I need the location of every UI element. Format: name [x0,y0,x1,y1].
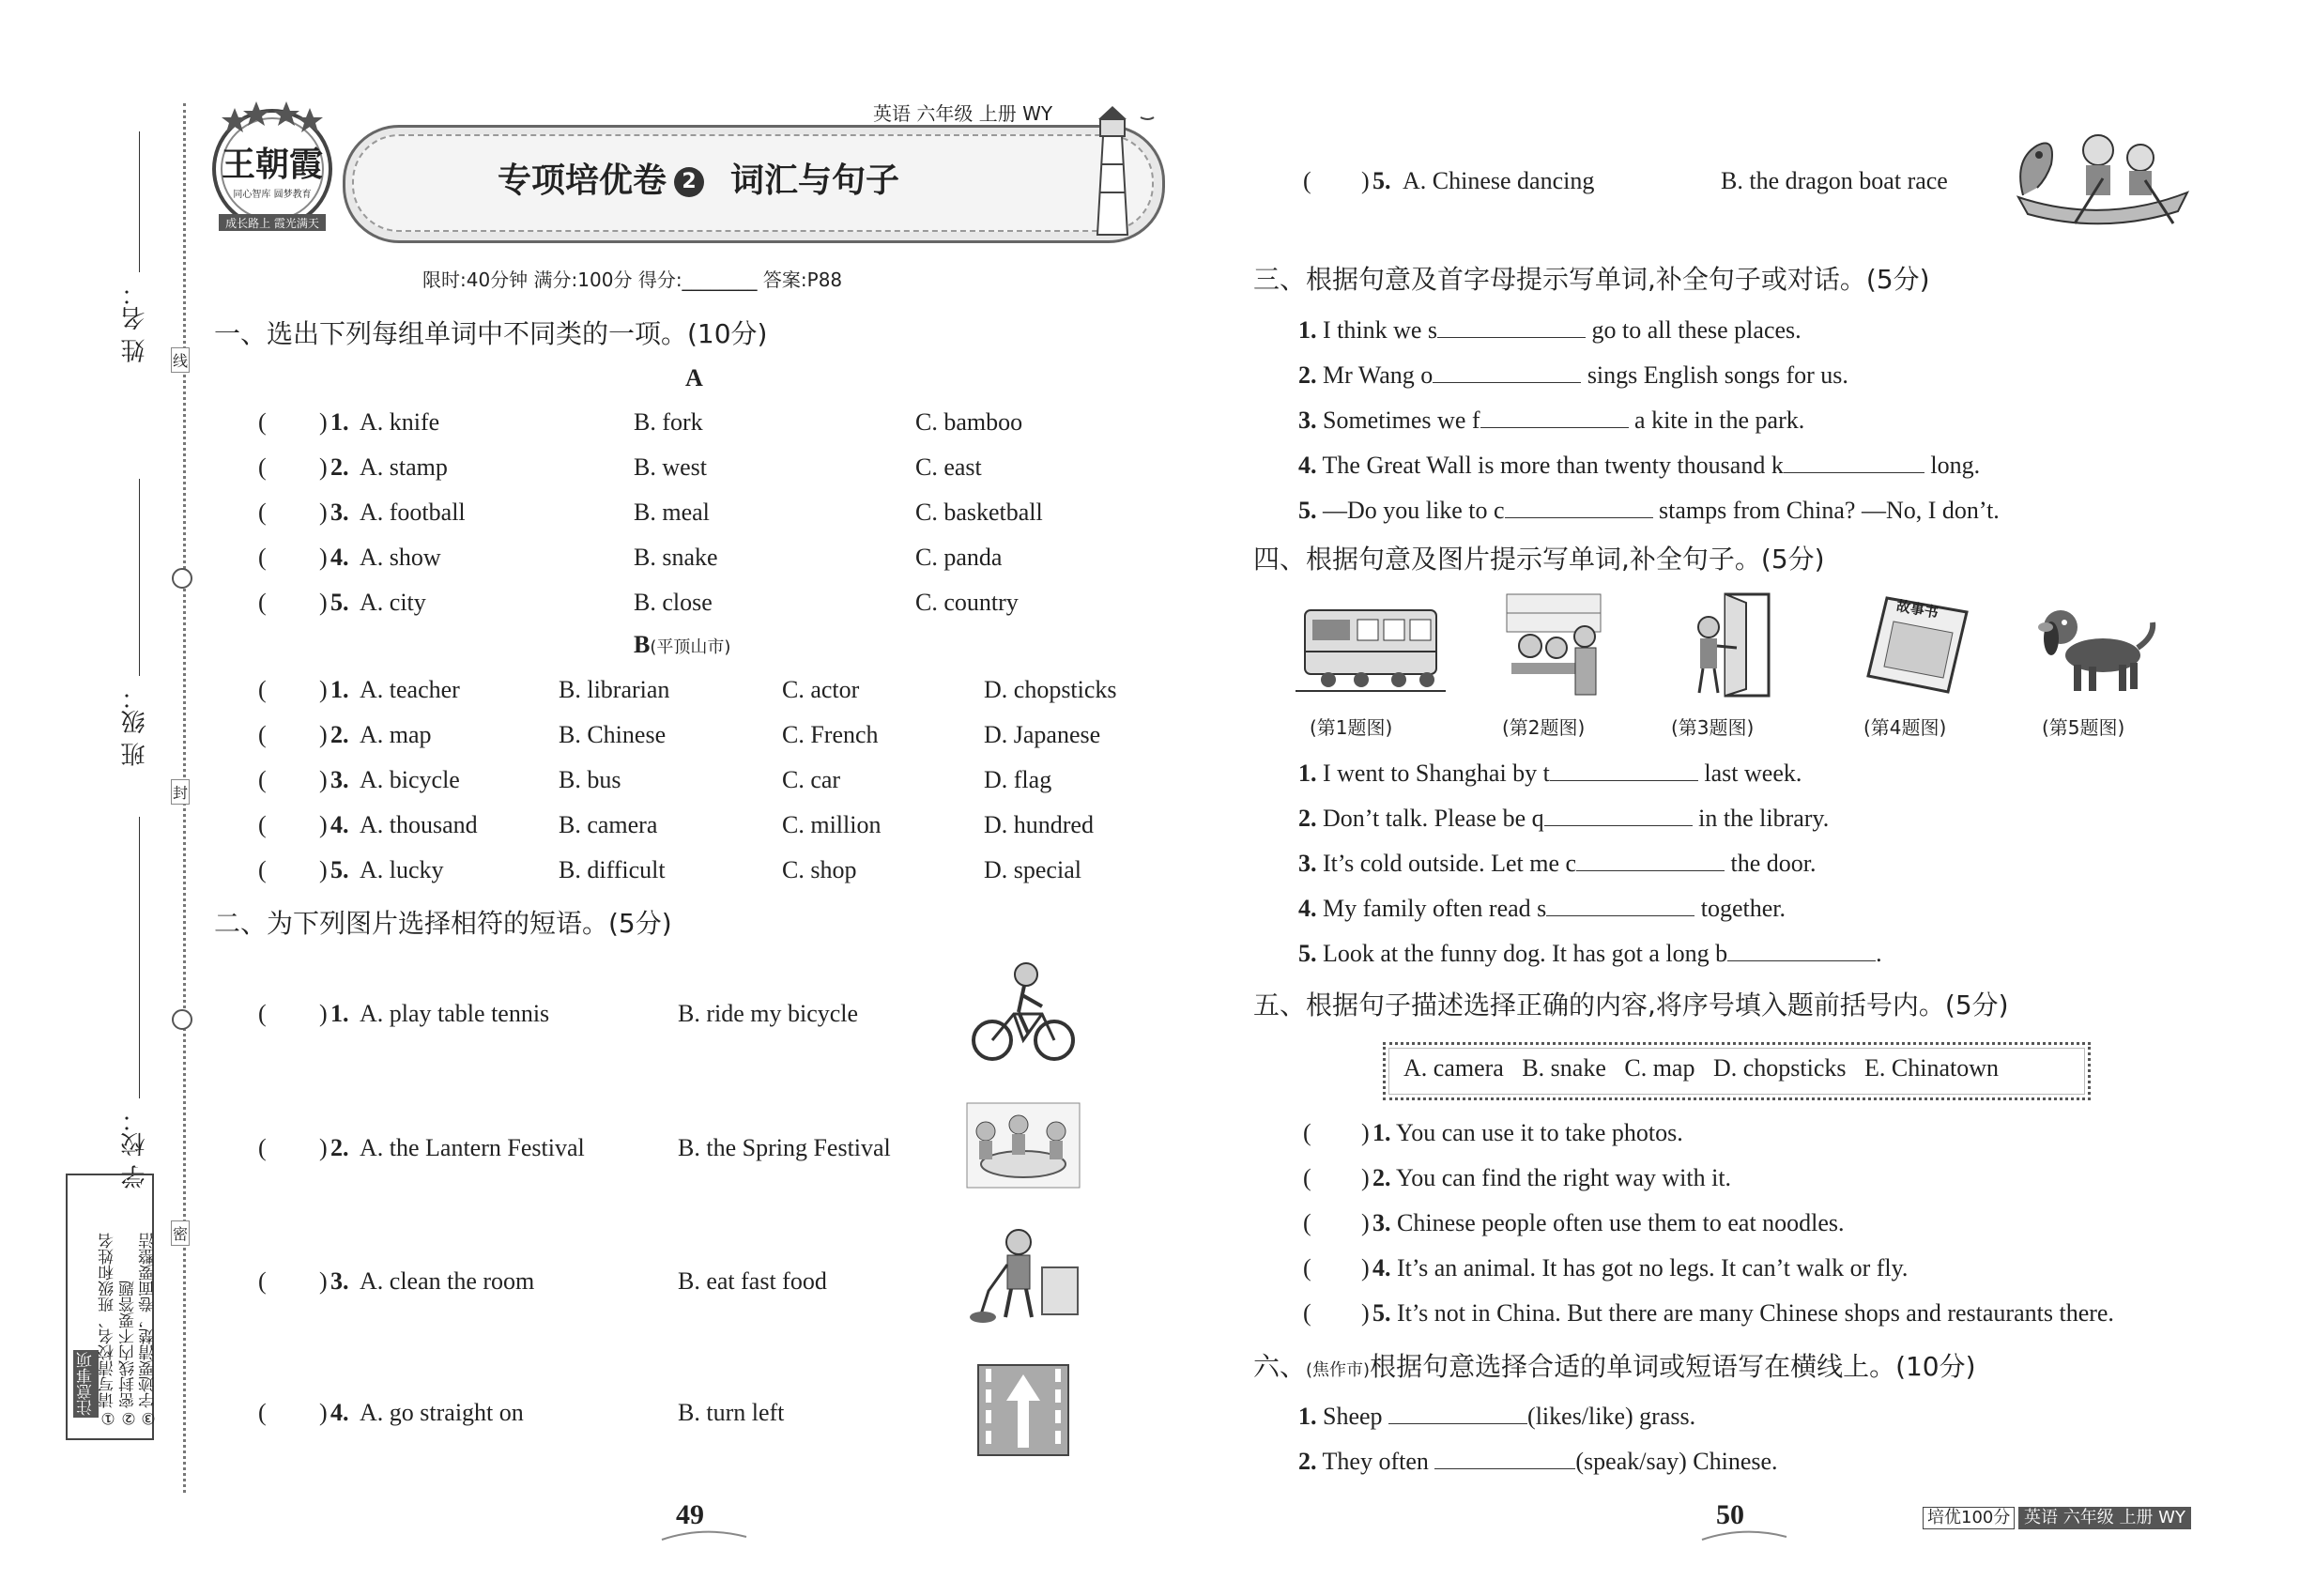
page-swoosh-left-icon [657,1526,751,1544]
sentence-pre: The Great Wall is more than twenty thousand k [1322,452,1784,479]
course-label: 英语 六年级 上册 WY [873,102,1053,125]
answer-paren-close: ) [319,856,328,883]
option-b: B. librarian [559,676,670,703]
answer-blank[interactable] [1576,846,1725,871]
brand-name: 王朝霞 [221,145,323,184]
sentence-post: . [1876,940,1882,967]
item-number: 1. [1372,1119,1391,1146]
answer-paren-close: ) [319,721,328,748]
option-b: B. eat fast food [678,1267,827,1295]
item-number: 4. [330,544,349,571]
answer-paren-close: ) [319,1399,328,1426]
option-c: C. panda [915,544,1003,571]
answer-paren[interactable]: ( [258,766,267,793]
picture-caption-2: (第2题图) [1502,716,1586,739]
item-line [1372,1209,1845,1237]
sentence-pre: It’s cold outside. Let me c [1323,850,1577,877]
lighthouse-icon [1075,99,1159,239]
item-number: 2. [330,721,349,748]
page-number-right: 50 [1716,1499,1744,1530]
item-number: 5. [1298,940,1317,967]
answer-paren[interactable]: ( [1303,1209,1311,1236]
answer-paren-close: ) [1361,1254,1370,1281]
sentence-post: a kite in the park. [1634,407,1805,434]
item-number: 2. [1372,1164,1391,1191]
section6-number: 六、 [1253,1351,1307,1382]
sentence-post: go to all these places. [1591,316,1802,344]
answer-blank[interactable] [1433,358,1581,383]
option-b: B. camera [559,811,658,838]
answer-paren[interactable]: ( [1303,1254,1311,1281]
option-d: D. Japanese [984,721,1101,748]
item-number: 5. [1372,1299,1391,1327]
option-c: C. bamboo [915,408,1023,436]
option-d: D. flag [984,766,1052,793]
answer-paren[interactable]: ( [1303,167,1311,194]
sentence-post: (likes/like) grass. [1527,1403,1696,1430]
list-item [1298,313,1802,345]
item-number: 1. [1298,760,1317,787]
answer-paren[interactable]: ( [258,589,267,616]
option-a: A. map [360,721,432,748]
answer-paren-close: ) [319,1000,328,1027]
group-b-label [634,631,730,662]
item-line [1372,1299,2114,1327]
sentence-pre: I went to Shanghai by t [1323,760,1550,787]
answer-paren[interactable]: ( [258,856,267,883]
answer-paren-close: ) [1361,167,1370,194]
list-item [1298,936,1882,968]
answer-blank[interactable] [1437,313,1586,338]
answer-paren-close: ) [319,589,328,616]
option-b: B. snake [634,544,718,571]
option-b: B. turn left [678,1399,785,1426]
options-text: A. camera B. snake C. map D. chopsticks E. Chinatown [1403,1054,1999,1082]
sentence-pre: My family often read s [1323,895,1547,922]
item-line [1372,1164,1731,1192]
option-a: A. stamp [360,453,448,481]
item-number: 3. [1372,1209,1391,1236]
item-text: Chinese people often use them to eat noodles. [1397,1209,1845,1236]
note-1: ①请写清校名、班级和姓名 [99,1233,117,1427]
option-c: C. east [915,453,982,481]
title-topic: 词汇与句子 [730,161,900,200]
list-item [1298,756,1802,788]
section4-heading: 四、根据句意及图片提示写单词,补全句子。(5分) [1253,544,1825,575]
item-number: 2. [330,1134,349,1161]
circle-mark-2 [172,1009,192,1030]
picture-caption-3: (第3题图) [1671,716,1755,739]
answer-paren[interactable]: ( [258,408,267,436]
class-label: 班 级： [121,685,149,767]
answer-paren[interactable]: ( [1303,1299,1311,1327]
option-b: B. Chinese [559,721,667,748]
answer-paren[interactable]: ( [258,1399,267,1426]
page-swoosh-right-icon [1697,1526,1791,1544]
section5-heading: 五、根据句子描述选择正确的内容,将序号填入题前括号内。(5分) [1253,990,2009,1021]
list-item [1298,891,1786,923]
picture-caption-1: (第1题图) [1310,716,1393,739]
answer-paren[interactable]: ( [258,676,267,703]
option-c: C. million [782,811,882,838]
cut-mark-seal: 封 [171,779,190,805]
section6-note: (焦作市) [1306,1360,1371,1380]
option-b: B. close [634,589,713,616]
option-c: C. country [915,589,1019,616]
answer-paren-close: ) [1361,1164,1370,1191]
sentence-pre: I think we s [1323,316,1438,344]
item-text: You can use it to take photos. [1396,1119,1683,1146]
item-number: 5. [1372,167,1391,194]
brand-badge [202,94,343,235]
list-item [1298,846,1817,878]
option-a: A. clean the room [360,1267,535,1295]
answer-paren[interactable]: ( [258,1267,267,1295]
sentence-pre: Sometimes we f [1323,407,1480,434]
item-number: 4. [1372,1254,1391,1281]
answer-paren-close: ) [319,811,328,838]
answer-paren[interactable]: ( [258,721,267,748]
option-a: A. lucky [360,856,444,883]
item-number: 3. [330,499,349,526]
item-number: 2. [1298,1448,1317,1475]
sentence-pre: Don’t talk. Please be q [1323,805,1544,832]
dragon-boat-icon [2009,122,2197,235]
option-d: D. special [984,856,1081,883]
option-b: B. fork [634,408,703,436]
answer-paren[interactable]: ( [258,1000,267,1027]
answer-paren[interactable]: ( [258,1134,267,1161]
story-book-icon [1863,593,1971,697]
title-text: 专项培优卷 [498,161,667,200]
item-text: You can find the right way with it. [1396,1164,1732,1191]
binding-margin [38,94,197,1502]
item-line [1372,1119,1683,1147]
sentence-post: sings English songs for us. [1587,361,1848,389]
cut-mark-line: 线 [171,347,190,373]
school-label: 学 校： [121,1108,149,1189]
list-item [1298,1399,1695,1431]
option-b: B. difficult [559,856,666,883]
picture-caption-4: (第4题图) [1863,716,1947,739]
name-line[interactable] [139,131,140,272]
answer-blank[interactable] [1505,493,1653,518]
library-people-icon [1502,590,1605,698]
option-a: A. bicycle [360,766,460,793]
answer-blank[interactable] [1546,891,1694,916]
notes-title: 注意事项 [73,1350,99,1418]
dog-icon [2032,590,2159,698]
story-book-label: 故事书 [1894,597,1940,622]
title-number: 2 [674,167,704,197]
note-3: ③字迹要清楚，卷面要整洁 [139,1233,158,1427]
sentence-post: long. [1930,452,1981,479]
option-c: C. basketball [915,499,1043,526]
item-number: 5. [1298,497,1317,524]
option-b: B. ride my bicycle [678,1000,859,1027]
list-item [1298,448,1980,480]
group-b-note: (平顶山市) [650,637,731,657]
answer-paren-close: ) [319,766,328,793]
option-a: A. the Lantern Festival [360,1134,585,1161]
answer-paren-close: ) [1361,1209,1370,1236]
section3-heading: 三、根据句意及首字母提示写单词,补全句子或对话。(5分) [1253,264,1930,295]
option-d: D. hundred [984,811,1094,838]
sentence-post: (speak/say) Chinese. [1575,1448,1778,1475]
option-a: A. knife [360,408,440,436]
train-icon [1296,593,1446,697]
list-item [1298,1444,1778,1476]
option-a: A. show [360,544,441,571]
item-number: 3. [1298,407,1317,434]
answer-paren[interactable]: ( [1303,1164,1311,1191]
sentence-pre: Look at the funny dog. It has got a long b [1323,940,1728,967]
girl-riding-bicycle-icon [972,958,1075,1066]
answer-paren-close: ) [319,408,328,436]
item-number: 4. [1298,452,1317,479]
answer-paren-close: ) [1361,1299,1370,1327]
answer-paren-close: ) [319,1267,328,1295]
option-c: C. shop [782,856,857,883]
page-title [498,161,899,201]
answer-paren[interactable]: ( [258,811,267,838]
sentence-post: last week. [1704,760,1802,787]
option-d: D. chopsticks [984,676,1117,703]
item-number: 1. [330,408,349,436]
item-number: 4. [1298,895,1317,922]
answer-paren-close: ) [1361,1119,1370,1146]
answer-paren[interactable]: ( [258,499,267,526]
answer-blank[interactable] [1784,448,1924,473]
item-number: 2. [330,453,349,481]
item-number: 1. [330,676,349,703]
footer-brand: 培优100分 [1923,1507,2015,1529]
list-item [1298,493,2000,525]
answer-blank[interactable] [1550,756,1698,781]
option-b: B. west [634,453,707,481]
answer-paren-close: ) [319,676,328,703]
cut-mark-dense: 密 [171,1220,190,1246]
answer-paren-close: ) [319,544,328,571]
list-item [1298,403,1804,435]
option-a: A. play table tennis [360,1000,550,1027]
list-item [1298,801,1829,833]
item-number: 5. [330,589,349,616]
section1-heading: 一、选出下列每组单词中不同类的一项。(10分) [214,318,768,349]
answer-paren[interactable]: ( [258,544,267,571]
option-c: C. car [782,766,841,793]
answer-blank[interactable] [1727,936,1876,961]
boy-closing-door-icon [1680,590,1774,700]
answer-blank[interactable] [1434,1444,1575,1469]
sentence-pre: Mr Wang o [1323,361,1434,389]
option-b: B. the Spring Festival [678,1134,891,1161]
boy-vacuuming-icon [962,1225,1084,1328]
item-number: 1. [330,1000,349,1027]
option-b: B. the dragon boat race [1721,167,1948,194]
option-a: A. teacher [360,676,460,703]
item-number: 3. [330,1267,349,1295]
group-b-letter: B [634,631,651,658]
exam-meta: 限时:40分钟 满分:100分 得分:________ 答案:P88 [422,269,843,291]
option-a: A. Chinese dancing [1403,167,1595,194]
option-a: A. thousand [360,811,478,838]
sentence-pre: They often [1322,1448,1429,1475]
sentence-pre: —Do you like to c [1323,497,1505,524]
picture-caption-5: (第5题图) [2042,716,2125,739]
item-number: 5. [330,856,349,883]
item-line [1372,1254,1908,1282]
item-number: 1. [1298,1403,1317,1430]
brand-slogan: 成长路上 霞光满天 [225,217,319,230]
item-number: 3. [1298,850,1317,877]
item-number: 4. [330,1399,349,1426]
item-number: 1. [1298,316,1317,344]
class-line[interactable] [139,479,140,676]
option-a: A. football [360,499,466,526]
answer-blank[interactable] [1480,403,1629,428]
option-a: A. city [360,589,426,616]
family-festival-dinner-icon [962,1098,1084,1192]
brand-sub: 同心智库 圆梦教育 [233,190,312,200]
item-number: 2. [1298,805,1317,832]
option-b: B. meal [634,499,710,526]
footer-course: 英语 六年级 上册 WY [2018,1507,2191,1529]
sentence-pre: Sheep [1323,1403,1383,1430]
circle-mark-1 [172,568,192,589]
section6-heading [1253,1352,1976,1386]
sentence-post: stamps from China? —No, I don’t. [1659,497,2000,524]
item-number: 4. [330,811,349,838]
answer-paren[interactable]: ( [1303,1119,1311,1146]
answer-paren-close: ) [319,453,328,481]
note-2: ②密封线内不要答题 [119,1281,138,1427]
answer-paren-close: ) [319,499,328,526]
option-c: C. French [782,721,879,748]
sentence-post: in the library. [1698,805,1830,832]
option-b: B. bus [559,766,621,793]
option-a: A. go straight on [360,1399,524,1426]
name-label: 姓 名： [121,282,149,363]
section2-heading: 二、为下列图片选择相符的短语。(5分) [214,908,672,939]
sentence-post: the door. [1730,850,1817,877]
item-text: It’s not in China. But there are many Chinese shops and restaurants there. [1397,1299,2114,1327]
answer-blank[interactable] [1544,801,1693,826]
answer-paren-close: ) [319,1134,328,1161]
answer-paren[interactable]: ( [258,453,267,481]
sentence-post: together. [1700,895,1786,922]
option-c: C. actor [782,676,860,703]
item-text: It’s an animal. It has got no legs. It can’t walk or fly. [1397,1254,1909,1281]
answer-blank[interactable] [1388,1399,1527,1424]
group-a-label: A [685,364,703,391]
list-item [1298,358,1848,390]
section6-text: 根据句意选择合适的单词或短语写在横线上。(10分) [1370,1351,1976,1382]
item-number: 3. [330,766,349,793]
school-line[interactable] [139,817,140,1098]
page-number-left: 49 [676,1499,704,1530]
straight-arrow-sign-icon [976,1363,1070,1457]
item-number: 2. [1298,361,1317,389]
